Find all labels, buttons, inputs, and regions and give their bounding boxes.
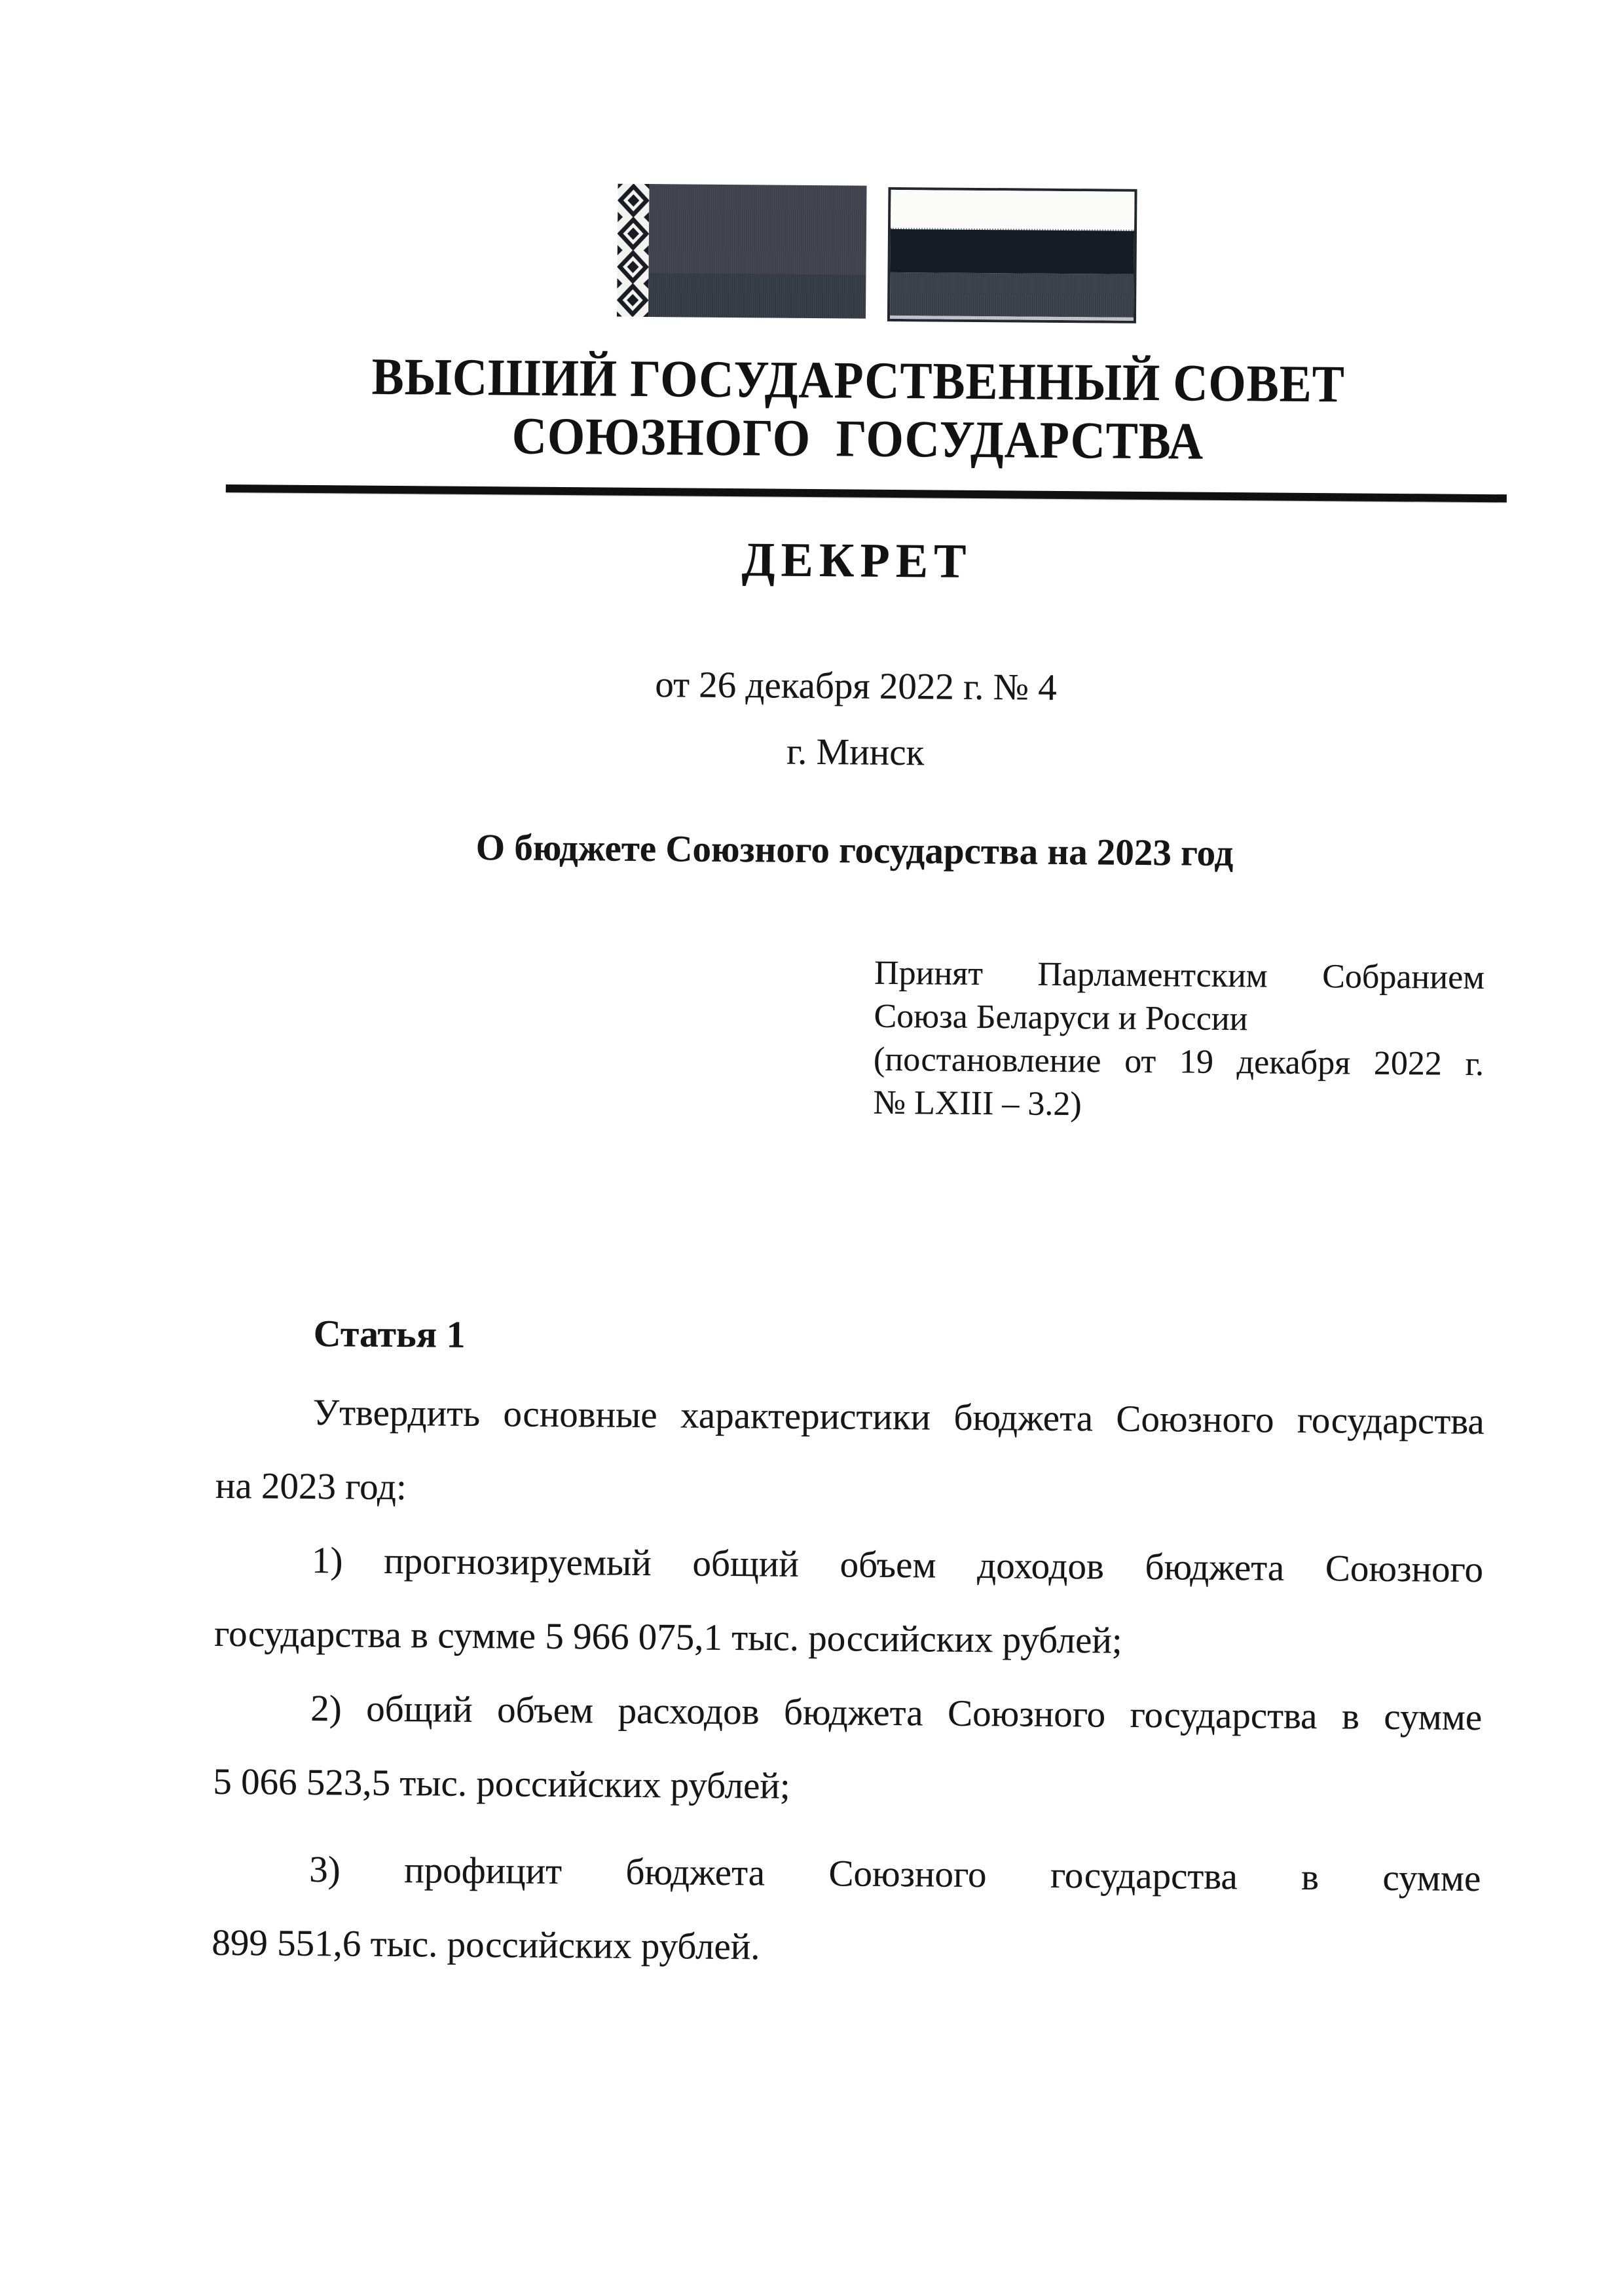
adoption-line: Союза Беларуси и России [874,997,1248,1038]
paragraph-line: Утвердить основные характеристики бюджета Союзного государства [312,1392,1485,1443]
paragraph-line: на 2023 год: [215,1465,407,1508]
date-number-line: от 26 декабря 2022 г. № 4 [655,664,1057,708]
adoption-note [873,952,1485,1129]
org-name-line2: СОЮЗНОГО ГОСУДАРСТВА [511,407,1204,471]
russia-flag-middle-stripe [891,229,1135,274]
adoption-line: Принят Парламентским Собранием [874,954,1485,997]
paragraph-line: 1) прогнозируемый общий объем доходов бюджета Союзного [311,1540,1484,1591]
article-heading: Статья 1 [313,1312,466,1356]
adoption-line: (постановление от 19 декабря 2022 г. [873,1040,1485,1084]
document-title: О бюджете Союзного государства на 2023 год [475,826,1234,875]
paragraph-line: 5 066 523,5 тыс. российских рублей; [213,1760,791,1807]
org-name-line1: ВЫСШИЙ ГОСУДАРСТВЕННЫЙ СОВЕТ [371,348,1346,414]
paragraph-line: 3) профицит бюджета Союзного государства в сумме [309,1849,1481,1900]
belarus-ornament-stripe-icon [617,184,650,317]
russia-flag-icon [887,187,1137,323]
paragraph-line: государства в сумме 5 966 075,1 тыс. российских рублей; [213,1613,1123,1662]
org-name [274,348,1442,473]
doc-type-heading: ДЕКРЕТ [741,533,972,589]
budget-item-surplus [212,1832,1481,1990]
belarus-flag-icon [617,184,867,319]
city-line: г. Минск [786,731,925,774]
paragraph-line: 899 551,6 тыс. российских рублей. [212,1922,760,1968]
budget-item-revenues [214,1523,1484,1681]
russia-flag-white-stripe [891,190,1134,231]
article-intro-paragraph [215,1375,1485,1533]
belarus-flag-field [648,184,867,319]
adoption-line: № LXIII – 3.2) [873,1084,1082,1123]
russia-flag-bottom-stripe [890,272,1134,318]
header-divider-rule [226,484,1507,502]
budget-item-expenditures [213,1671,1483,1829]
paragraph-line: 2) общий объем расходов бюджета Союзного государства в сумме [310,1688,1483,1739]
